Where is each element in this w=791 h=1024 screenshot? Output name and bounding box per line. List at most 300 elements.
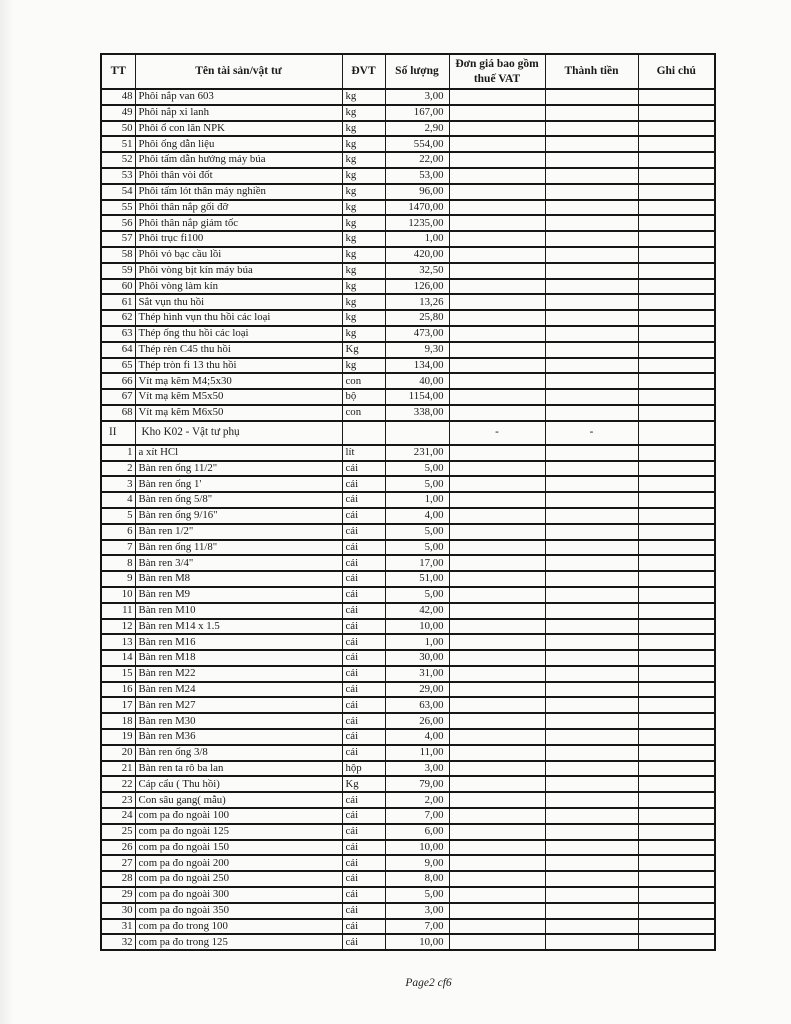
table-row <box>101 887 715 903</box>
cell-dvt: cái <box>342 650 385 666</box>
cell-price <box>449 745 545 761</box>
cell-name: Con sâu gang( mẫu) <box>135 792 342 808</box>
cell-dvt: cái <box>342 540 385 556</box>
cell-price <box>449 555 545 571</box>
cell-note <box>638 871 715 887</box>
column-header-price: Đơn giá bao gồm thuế VAT <box>449 54 545 89</box>
cell-total <box>545 310 638 326</box>
cell-price <box>449 231 545 247</box>
cell-dvt: bộ <box>342 389 385 405</box>
cell-note <box>638 121 715 137</box>
cell-note <box>638 682 715 698</box>
cell-tt: 57 <box>101 231 135 247</box>
cell-qty: 1,00 <box>385 492 449 508</box>
cell-total <box>545 294 638 310</box>
cell-price <box>449 105 545 121</box>
cell-tt: 53 <box>101 168 135 184</box>
cell-name: Thép tròn fi 13 thu hồi <box>135 358 342 374</box>
cell-qty: 9,30 <box>385 342 449 358</box>
cell-qty: 473,00 <box>385 326 449 342</box>
cell-price <box>449 524 545 540</box>
cell-total <box>545 136 638 152</box>
cell-tt: 67 <box>101 389 135 405</box>
cell-name: Phôi thân nắp giảm tốc <box>135 215 342 231</box>
table-row <box>101 840 715 856</box>
cell-name: Thép hình vụn thu hồi các loại <box>135 310 342 326</box>
cell-total <box>545 840 638 856</box>
cell-note <box>638 358 715 374</box>
cell-qty: 29,00 <box>385 682 449 698</box>
cell-dvt: kg <box>342 152 385 168</box>
cell-tt: II <box>101 421 135 445</box>
cell-price <box>449 342 545 358</box>
cell-dvt: cái <box>342 745 385 761</box>
cell-price <box>449 840 545 856</box>
cell-tt: 26 <box>101 840 135 856</box>
cell-price <box>449 461 545 477</box>
cell-qty: 51,00 <box>385 571 449 587</box>
cell-total <box>545 745 638 761</box>
cell-qty <box>385 421 449 445</box>
cell-name: Phôi nắp van 603 <box>135 89 342 105</box>
table-row <box>101 808 715 824</box>
cell-name: Phôi tấm dẫn hướng máy búa <box>135 152 342 168</box>
table-row <box>101 871 715 887</box>
cell-qty: 4,00 <box>385 508 449 524</box>
cell-name: Bàn ren M8 <box>135 571 342 587</box>
table-row <box>101 89 715 105</box>
cell-tt: 13 <box>101 634 135 650</box>
scan-edge-shadow <box>0 0 14 1024</box>
cell-dvt: cái <box>342 887 385 903</box>
cell-total <box>545 934 638 950</box>
cell-dvt: cái <box>342 476 385 492</box>
cell-name: Kho K02 - Vật tư phụ <box>135 421 342 445</box>
cell-tt: 51 <box>101 136 135 152</box>
cell-note <box>638 445 715 461</box>
cell-note <box>638 200 715 216</box>
table-row <box>101 461 715 477</box>
cell-qty: 7,00 <box>385 919 449 935</box>
cell-name: Bàn ren M30 <box>135 713 342 729</box>
cell-price <box>449 279 545 295</box>
cell-note <box>638 389 715 405</box>
cell-dvt: cái <box>342 619 385 635</box>
cell-qty: 1,00 <box>385 634 449 650</box>
cell-name: Phôi tấm lót thân máy nghiền <box>135 184 342 200</box>
cell-tt: 23 <box>101 792 135 808</box>
cell-note <box>638 168 715 184</box>
cell-tt: 31 <box>101 919 135 935</box>
cell-dvt: con <box>342 373 385 389</box>
cell-qty: 167,00 <box>385 105 449 121</box>
cell-note <box>638 461 715 477</box>
cell-total <box>545 358 638 374</box>
cell-qty: 10,00 <box>385 619 449 635</box>
cell-total <box>545 855 638 871</box>
cell-qty: 126,00 <box>385 279 449 295</box>
cell-total <box>545 121 638 137</box>
cell-tt: 50 <box>101 121 135 137</box>
cell-tt: 32 <box>101 934 135 950</box>
cell-price <box>449 540 545 556</box>
table-row <box>101 524 715 540</box>
cell-note <box>638 808 715 824</box>
cell-qty: 554,00 <box>385 136 449 152</box>
cell-tt: 16 <box>101 682 135 698</box>
cell-tt: 28 <box>101 871 135 887</box>
cell-note <box>638 603 715 619</box>
cell-note <box>638 776 715 792</box>
cell-tt: 20 <box>101 745 135 761</box>
cell-total <box>545 919 638 935</box>
cell-name: Bàn ren M18 <box>135 650 342 666</box>
cell-name: com pa đo ngoài 200 <box>135 855 342 871</box>
cell-tt: 54 <box>101 184 135 200</box>
cell-note <box>638 373 715 389</box>
cell-note <box>638 697 715 713</box>
cell-qty: 1235,00 <box>385 215 449 231</box>
cell-dvt: kg <box>342 294 385 310</box>
cell-name: Bàn ren ống 9/16" <box>135 508 342 524</box>
column-header-tt: TT <box>101 54 135 89</box>
cell-dvt: kg <box>342 326 385 342</box>
cell-name: Phôi ống dẫn liệu <box>135 136 342 152</box>
cell-dvt: kg <box>342 200 385 216</box>
cell-dvt: cái <box>342 855 385 871</box>
table-row <box>101 200 715 216</box>
cell-name: Bàn ren M27 <box>135 697 342 713</box>
cell-price <box>449 776 545 792</box>
table-row <box>101 247 715 263</box>
cell-qty: 7,00 <box>385 808 449 824</box>
cell-tt: 6 <box>101 524 135 540</box>
cell-note <box>638 89 715 105</box>
cell-qty: 134,00 <box>385 358 449 374</box>
cell-qty: 231,00 <box>385 445 449 461</box>
cell-qty: 5,00 <box>385 524 449 540</box>
cell-price <box>449 808 545 824</box>
cell-name: Thép rèn C45 thu hồi <box>135 342 342 358</box>
cell-qty: 5,00 <box>385 540 449 556</box>
cell-dvt: kg <box>342 168 385 184</box>
cell-tt: 66 <box>101 373 135 389</box>
cell-dvt: kg <box>342 89 385 105</box>
cell-tt: 30 <box>101 903 135 919</box>
cell-qty: 25,80 <box>385 310 449 326</box>
cell-total <box>545 792 638 808</box>
cell-tt: 55 <box>101 200 135 216</box>
cell-qty: 53,00 <box>385 168 449 184</box>
cell-total <box>545 279 638 295</box>
table-row <box>101 792 715 808</box>
cell-dvt: cái <box>342 840 385 856</box>
cell-name: Cáp cẩu ( Thu hồi) <box>135 776 342 792</box>
cell-name: Phôi vỏ bạc cầu lồi <box>135 247 342 263</box>
cell-price <box>449 215 545 231</box>
cell-name: Sắt vụn thu hồi <box>135 294 342 310</box>
cell-price <box>449 263 545 279</box>
cell-price <box>449 358 545 374</box>
cell-note <box>638 887 715 903</box>
cell-tt: 48 <box>101 89 135 105</box>
table-row <box>101 231 715 247</box>
cell-dvt: cái <box>342 682 385 698</box>
cell-qty: 40,00 <box>385 373 449 389</box>
cell-tt: 63 <box>101 326 135 342</box>
cell-price <box>449 200 545 216</box>
cell-dvt: cái <box>342 555 385 571</box>
cell-name: com pa đo ngoài 300 <box>135 887 342 903</box>
table-row <box>101 824 715 840</box>
table-row <box>101 389 715 405</box>
cell-name: Phôi trục fi100 <box>135 231 342 247</box>
cell-name: Bàn ren ống 11/8" <box>135 540 342 556</box>
cell-name: Bàn ren M36 <box>135 729 342 745</box>
cell-note <box>638 247 715 263</box>
cell-total <box>545 105 638 121</box>
cell-price <box>449 476 545 492</box>
cell-price <box>449 389 545 405</box>
table-row <box>101 713 715 729</box>
cell-note <box>638 342 715 358</box>
cell-total <box>545 713 638 729</box>
cell-total <box>545 200 638 216</box>
table-row <box>101 358 715 374</box>
cell-name: com pa đo ngoài 250 <box>135 871 342 887</box>
cell-dvt: kg <box>342 136 385 152</box>
cell-name: Bàn ren M16 <box>135 634 342 650</box>
table-row <box>101 294 715 310</box>
cell-tt: 19 <box>101 729 135 745</box>
inventory-table <box>100 53 716 951</box>
cell-price <box>449 603 545 619</box>
cell-name: Vít mạ kẽm M4;5x30 <box>135 373 342 389</box>
cell-note <box>638 326 715 342</box>
cell-note <box>638 729 715 745</box>
cell-name: Phôi thân nắp gối đỡ <box>135 200 342 216</box>
cell-price <box>449 571 545 587</box>
cell-tt: 11 <box>101 603 135 619</box>
cell-qty: 4,00 <box>385 729 449 745</box>
cell-name: Bàn ren M9 <box>135 587 342 603</box>
cell-name: Phôi nắp xi lanh <box>135 105 342 121</box>
cell-tt: 49 <box>101 105 135 121</box>
cell-dvt: cái <box>342 871 385 887</box>
cell-note <box>638 279 715 295</box>
cell-dvt: cái <box>342 792 385 808</box>
cell-price <box>449 903 545 919</box>
cell-total <box>545 524 638 540</box>
cell-total <box>545 650 638 666</box>
cell-total <box>545 682 638 698</box>
cell-dvt: con <box>342 405 385 421</box>
cell-tt: 1 <box>101 445 135 461</box>
column-header-note: Ghi chú <box>638 54 715 89</box>
table-header-row <box>101 54 715 89</box>
cell-note <box>638 105 715 121</box>
cell-total <box>545 389 638 405</box>
cell-note <box>638 492 715 508</box>
cell-tt: 60 <box>101 279 135 295</box>
cell-price <box>449 121 545 137</box>
cell-name: Phôi thân vòi đốt <box>135 168 342 184</box>
cell-tt: 3 <box>101 476 135 492</box>
table-row <box>101 919 715 935</box>
table-row <box>101 729 715 745</box>
cell-qty: 3,00 <box>385 89 449 105</box>
cell-dvt: kg <box>342 184 385 200</box>
cell-dvt: cái <box>342 934 385 950</box>
cell-dvt: cái <box>342 587 385 603</box>
cell-total <box>545 697 638 713</box>
cell-total <box>545 89 638 105</box>
cell-note <box>638 840 715 856</box>
cell-dvt: cái <box>342 524 385 540</box>
cell-price <box>449 492 545 508</box>
cell-note <box>638 792 715 808</box>
cell-qty: 5,00 <box>385 476 449 492</box>
cell-dvt: kg <box>342 121 385 137</box>
cell-note <box>638 231 715 247</box>
table-row <box>101 326 715 342</box>
cell-tt: 52 <box>101 152 135 168</box>
cell-total <box>545 263 638 279</box>
table-row <box>101 697 715 713</box>
cell-qty: 13,26 <box>385 294 449 310</box>
cell-total <box>545 168 638 184</box>
cell-price <box>449 168 545 184</box>
cell-dvt: cái <box>342 634 385 650</box>
cell-name: Bàn ren M22 <box>135 666 342 682</box>
table-row <box>101 184 715 200</box>
cell-price <box>449 697 545 713</box>
table-row <box>101 934 715 950</box>
cell-name: Bàn ren 3/4" <box>135 555 342 571</box>
cell-price <box>449 919 545 935</box>
cell-tt: 25 <box>101 824 135 840</box>
cell-name: com pa đo ngoài 125 <box>135 824 342 840</box>
cell-name: a xít HCl <box>135 445 342 461</box>
table-row <box>101 492 715 508</box>
cell-price <box>449 824 545 840</box>
cell-price <box>449 682 545 698</box>
cell-qty: 6,00 <box>385 824 449 840</box>
table-row <box>101 855 715 871</box>
cell-dvt: kg <box>342 231 385 247</box>
table-row <box>101 555 715 571</box>
table-row <box>101 619 715 635</box>
cell-tt: 7 <box>101 540 135 556</box>
cell-note <box>638 540 715 556</box>
table-row <box>101 476 715 492</box>
cell-total <box>545 445 638 461</box>
cell-total <box>545 247 638 263</box>
cell-qty: 96,00 <box>385 184 449 200</box>
cell-qty: 5,00 <box>385 461 449 477</box>
cell-tt: 56 <box>101 215 135 231</box>
cell-qty: 5,00 <box>385 587 449 603</box>
cell-note <box>638 184 715 200</box>
cell-price <box>449 587 545 603</box>
cell-price <box>449 373 545 389</box>
table-row <box>101 761 715 777</box>
cell-name: Bàn ren ống 11/2" <box>135 461 342 477</box>
cell-total <box>545 776 638 792</box>
cell-dvt: kg <box>342 247 385 263</box>
cell-price <box>449 650 545 666</box>
cell-tt: 61 <box>101 294 135 310</box>
cell-note <box>638 619 715 635</box>
cell-tt: 8 <box>101 555 135 571</box>
page-footer: Page2 cf6 <box>405 977 452 989</box>
cell-dvt: lít <box>342 445 385 461</box>
cell-total <box>545 761 638 777</box>
cell-name: com pa đo ngoài 100 <box>135 808 342 824</box>
cell-tt: 21 <box>101 761 135 777</box>
cell-tt: 27 <box>101 855 135 871</box>
cell-name: Bàn ren M10 <box>135 603 342 619</box>
cell-total <box>545 476 638 492</box>
table-row <box>101 682 715 698</box>
table-row <box>101 776 715 792</box>
cell-dvt: cái <box>342 461 385 477</box>
cell-name: Bàn ren ống 1' <box>135 476 342 492</box>
cell-tt: 68 <box>101 405 135 421</box>
table-row <box>101 666 715 682</box>
cell-total <box>545 184 638 200</box>
table-row <box>101 136 715 152</box>
cell-price <box>449 871 545 887</box>
cell-tt: 12 <box>101 619 135 635</box>
table-header <box>101 54 715 89</box>
cell-tt: 65 <box>101 358 135 374</box>
cell-note <box>638 855 715 871</box>
cell-name: com pa đo ngoài 150 <box>135 840 342 856</box>
cell-note <box>638 713 715 729</box>
cell-price <box>449 89 545 105</box>
cell-note <box>638 294 715 310</box>
cell-qty: 30,00 <box>385 650 449 666</box>
cell-total <box>545 342 638 358</box>
cell-tt: 62 <box>101 310 135 326</box>
cell-total <box>545 540 638 556</box>
table-row <box>101 405 715 421</box>
table-row <box>101 263 715 279</box>
table-row <box>101 650 715 666</box>
cell-note <box>638 405 715 421</box>
cell-total <box>545 405 638 421</box>
cell-total <box>545 666 638 682</box>
cell-total <box>545 555 638 571</box>
cell-dvt: cái <box>342 903 385 919</box>
cell-qty: 10,00 <box>385 934 449 950</box>
cell-tt: 64 <box>101 342 135 358</box>
cell-total <box>545 152 638 168</box>
cell-tt: 14 <box>101 650 135 666</box>
cell-qty: 3,00 <box>385 761 449 777</box>
cell-name: com pa đo trong 125 <box>135 934 342 950</box>
cell-price <box>449 508 545 524</box>
cell-name: Phôi vòng làm kín <box>135 279 342 295</box>
cell-tt: 5 <box>101 508 135 524</box>
cell-dvt: kg <box>342 310 385 326</box>
cell-price <box>449 294 545 310</box>
cell-total <box>545 326 638 342</box>
cell-note <box>638 215 715 231</box>
table-row <box>101 745 715 761</box>
cell-name: Bàn ren M14 x 1.5 <box>135 619 342 635</box>
